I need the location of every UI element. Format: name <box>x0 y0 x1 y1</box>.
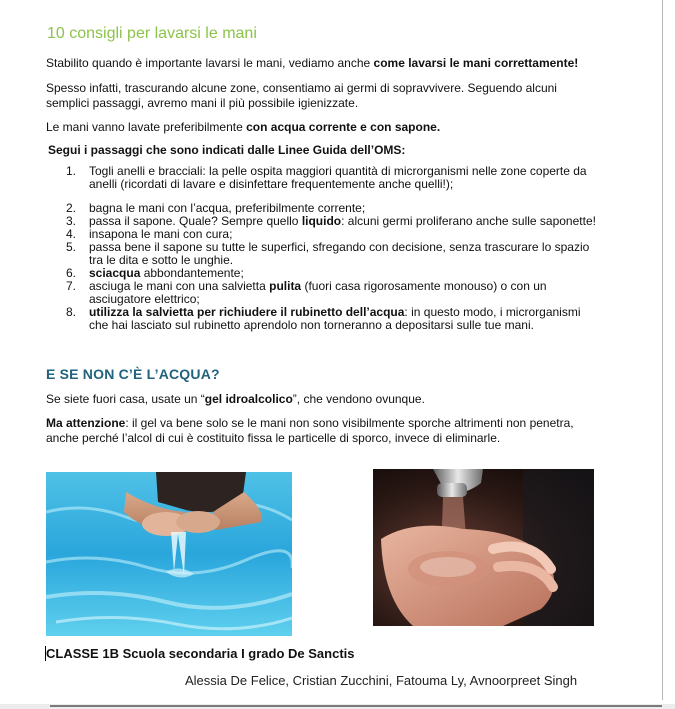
step-text-end: : in questo modo, i microrganismi <box>404 305 581 319</box>
pool-hands-photo <box>46 472 292 636</box>
section-heading: E SE NON C’È L’ACQUA? <box>46 366 220 382</box>
intro-p1-bold: come lavarsi le mani correttamente! <box>373 56 579 70</box>
section2-p2-bold: Ma attenzione <box>46 416 126 430</box>
section2-paragraph-2 <box>46 416 626 446</box>
intro-p3-text: Le mani vanno lavate preferibilmente <box>46 120 247 134</box>
step-bold: sciacqua <box>89 266 141 280</box>
step-text: insapona le mani con cura; <box>89 227 233 241</box>
page-right-edge <box>662 0 663 700</box>
intro-p2-line2: semplici passaggi, avremo mani il più possibile igienizzate. <box>46 96 359 110</box>
step-number: 7. <box>66 279 77 293</box>
step-text-end: : alcuni germi proliferano anche sulle saponette! <box>341 214 596 228</box>
intro-p2-line1: Spesso infatti, trascurando alcune zone, consentiamo ai germi di sopravvivere. Seguendo alcuni <box>46 81 557 95</box>
step-number: 8. <box>66 305 77 319</box>
step-text-cont: che hai lasciato sul rubinetto aprendolo non torneranno a depositarsi sulle tue mani. <box>89 318 534 332</box>
section2-p1-text: Se siete fuori casa, usate un “ <box>46 392 205 406</box>
list-item <box>56 165 626 191</box>
section2-p2-line1: : il gel va bene solo se le mani non sono visibilmente sporche altrimenti non penetra, <box>125 416 574 430</box>
intro-paragraph-1 <box>46 56 636 71</box>
step-text: asciuga le mani con una salvietta <box>89 279 270 293</box>
step-number: 4. <box>66 227 77 241</box>
list-item <box>56 280 626 306</box>
step-text-cont: asciugatore elettrico; <box>89 292 200 306</box>
step-text-cont: tra le dita e sotto le unghie. <box>89 253 234 267</box>
intro-paragraph-4: Segui i passaggi che sono indicati dalle Linee Guida dell’OMS: <box>48 143 406 157</box>
step-number: 1. <box>66 164 77 178</box>
step-text: bagna le mani con l’acqua, preferibilmente corrente; <box>89 201 366 215</box>
class-line: CLASSE 1B Scuola secondaria I grado De Sanctis <box>46 646 355 661</box>
list-item <box>56 306 626 332</box>
list-item <box>56 241 626 267</box>
step-bold: liquido <box>301 214 342 228</box>
step-text: passa bene il sapone su tutte le superfici, sfregando con decisione, senza trascurare lo spazio <box>89 240 590 254</box>
intro-p1-text: Stabilito quando è importante lavarsi le mani, vediamo anche <box>46 56 374 70</box>
section2-paragraph-1 <box>46 392 636 407</box>
page-bottom-shadow <box>50 705 662 707</box>
step-text-end: (fuori casa rigorosamente monouso) o con un <box>301 279 547 293</box>
step-number: 3. <box>66 214 77 228</box>
steps-list <box>56 165 626 332</box>
step-text-end: abbondantemente; <box>140 266 244 280</box>
section2-p1-end: ”, che vendono ovunque. <box>292 392 425 406</box>
intro-paragraph-3 <box>46 120 636 135</box>
authors-line: Alessia De Felice, Cristian Zucchini, Fatouma Ly, Avnoorpreet Singh <box>185 673 578 688</box>
intro-p3-bold: con acqua corrente e con sapone. <box>246 120 441 134</box>
section2-p1-bold: gel idroalcolico <box>204 392 293 406</box>
intro-paragraph-2 <box>46 81 636 111</box>
step-number: 5. <box>66 240 77 254</box>
step-number: 2. <box>66 201 77 215</box>
step-text-cont: anelli (ricordati di lavare e disinfettare frequentemente anche quelli!); <box>89 177 454 191</box>
section2-p2-line2: anche perché l’alcol di cui è costituito fissa le particelle di sporco, invece di eliminarle. <box>46 431 501 445</box>
step-number: 6. <box>66 266 77 280</box>
step-bold: utilizza la salvietta per richiudere il rubinetto dell’acqua <box>89 305 405 319</box>
step-text: passa il sapone. Quale? Sempre quello <box>89 214 302 228</box>
tap-water-hands-photo <box>373 469 594 626</box>
step-bold: pulita <box>269 279 302 293</box>
step-text: Togli anelli e bracciali: la pelle ospita maggiori quantità di microrganismi nelle zone coperte da <box>89 164 587 178</box>
page-title: 10 consigli per lavarsi le mani <box>47 25 257 42</box>
